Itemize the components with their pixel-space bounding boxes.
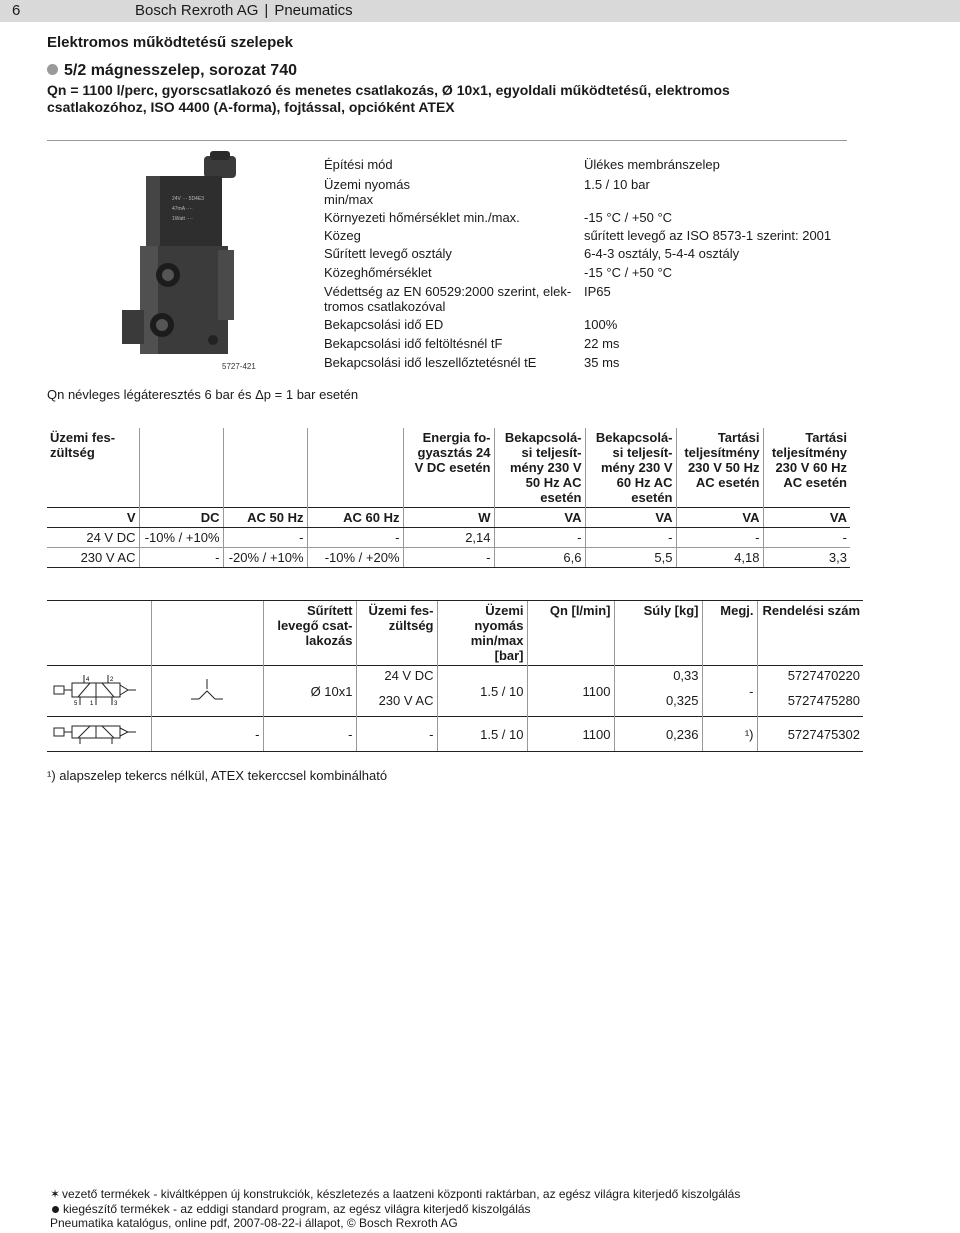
product-title: [47, 62, 297, 80]
header-cell: Tartási teljesítmény 230 V 60 Hz AC esetén: [763, 428, 850, 508]
voltage-value: 230 V AC: [378, 693, 434, 708]
header-cell: Sűrített levegő csat- lakozás: [263, 601, 356, 666]
spec-value: 35 ms: [584, 355, 620, 370]
footer-line: [50, 1202, 531, 1216]
spec-value: sűrített levegő az ISO 8573-1 szerint: 2001: [584, 228, 832, 243]
spec-label: Építési mód: [324, 157, 393, 172]
header-cell: Megj.: [702, 601, 757, 666]
qn-cell: 1100: [527, 717, 614, 752]
header-cell: Üzemi fes- zültség: [50, 430, 116, 460]
table-cell: -: [403, 548, 494, 568]
pressure-cell: 1.5 / 10: [437, 666, 527, 717]
spec-label: Bekapcsolási idő ED: [324, 317, 444, 332]
footer-line: [50, 1187, 740, 1201]
spec-label: Üzemi nyomás: [324, 177, 410, 192]
svg-text:24V ··· 5D4E3: 24V ··· 5D4E3: [172, 196, 204, 202]
spec-value: Ülékes membránszelep: [584, 157, 720, 172]
spec-value: -15 °C / +50 °C: [584, 210, 673, 225]
table-cell: -: [494, 528, 585, 548]
image-code: 5727-421: [222, 362, 256, 371]
table-cell: -: [356, 717, 437, 752]
spec-label: Közeg: [324, 228, 361, 243]
spec-value: 22 ms: [584, 336, 620, 351]
unit-cell: AC 60 Hz: [307, 508, 403, 528]
svg-text:2: 2: [110, 676, 114, 683]
unit-cell: VA: [676, 508, 763, 528]
unit-cell: VA: [494, 508, 585, 528]
table-cell: 230 V AC: [47, 548, 139, 568]
note-cell: -: [702, 666, 757, 717]
throttle-symbol-icon: [187, 675, 227, 705]
spec-label: Védettség az EN 60529:2000 szerint, elek-: [324, 284, 572, 299]
header-separator: |: [264, 2, 269, 19]
unit-cell: DC: [139, 508, 223, 528]
spec-label: Közeghőmérséklet: [324, 265, 432, 280]
table-cell: -10% / +20%: [307, 548, 403, 568]
unit-cell: VA: [763, 508, 850, 528]
valve-image: [118, 150, 248, 365]
header-cell: [47, 601, 151, 666]
section-name: Pneumatics: [274, 2, 353, 19]
footer-text: kiegészítő termékek - az eddigi standard program, az egész világra kiterjedő kiszolgálás: [63, 1202, 531, 1216]
spec-label: Bekapcsolási idő leszellőztetésnél tE: [324, 355, 537, 370]
weight-value: 0,325: [665, 693, 699, 708]
product-title-text: 5/2 mágnesszelep, sorozat 740: [64, 62, 297, 79]
table-cell: -20% / +10%: [223, 548, 307, 568]
star-icon: ✶: [50, 1187, 61, 1201]
svg-text:5: 5: [74, 700, 78, 707]
voltage-cell: -: [263, 717, 356, 752]
spec-label: Bekapcsolási idő feltöltésnél tF: [324, 336, 503, 351]
svg-text:1Watt ····: 1Watt ····: [172, 216, 193, 222]
order-number: 5727475280: [787, 693, 860, 708]
spec-value: 100%: [584, 317, 618, 332]
weight-cell: [614, 666, 702, 717]
header-cell: Bekapcsolá- si teljesít- mény 230 V 50 Hz AC esetén: [494, 428, 585, 508]
spec-value: IP65: [584, 284, 611, 299]
table-header-row: [47, 428, 850, 508]
header-cell: Rendelési szám: [757, 601, 863, 666]
svg-text:4: 4: [86, 676, 90, 683]
note-cell: ¹): [702, 717, 757, 752]
table-cell: 5,5: [585, 548, 676, 568]
table-row: [47, 548, 850, 568]
header-cell: Bekapcsolá- si teljesít- mény 230 V 60 Hz AC esetén: [585, 428, 676, 508]
valve-symbol-icon: [50, 673, 146, 707]
header-cell: [223, 428, 307, 508]
unit-cell: VA: [585, 508, 676, 528]
page-number: 6: [12, 2, 21, 19]
table-cell: -: [763, 528, 850, 548]
weight-value: 0,33: [673, 668, 699, 683]
spec-label-line2: tromos csatlakozóval: [324, 299, 446, 314]
spec-value: 1.5 / 10 bar: [584, 177, 650, 192]
svg-text:3: 3: [114, 700, 118, 707]
svg-text:1: 1: [90, 700, 94, 707]
symbol-cell: [47, 717, 151, 752]
table-row: [47, 528, 850, 548]
table-row: [47, 717, 863, 752]
spec-value: 6-4-3 osztály, 5-4-4 osztály: [584, 246, 740, 261]
valve-symbol-atex-icon: [50, 720, 146, 746]
product-bullet-icon: [47, 64, 58, 75]
table-cell: 6,6: [494, 548, 585, 568]
table-cell: -: [676, 528, 763, 548]
table-cell: 2,14: [403, 528, 494, 548]
unit-cell: V: [47, 508, 139, 528]
header-cell: Üzemi nyomás min/max [bar]: [437, 601, 527, 666]
header-cell: [139, 428, 223, 508]
header-cell: [307, 428, 403, 508]
footnote: ¹) alapszelep tekercs nélkül, ATEX tekerccsel kombinálható: [47, 768, 388, 783]
qn-cell: 1100: [527, 666, 614, 717]
spec-label: Sűrített levegő osztály: [324, 246, 452, 261]
company-name: Bosch Rexroth AG: [135, 2, 259, 19]
header-bar: [0, 0, 960, 22]
header-cell: [151, 601, 263, 666]
table-cell: 24 V DC: [47, 528, 139, 548]
unit-row: [47, 508, 850, 528]
voltage-cell: [356, 666, 437, 717]
table-header-row: [47, 601, 863, 666]
order-table: [47, 600, 863, 752]
footer-line: Pneumatika katalógus, online pdf, 2007-08-22-i állapot, © Bosch Rexroth AG: [50, 1216, 458, 1230]
section-title: Elektromos működtetésű szelepek: [47, 34, 293, 51]
table-cell: -: [585, 528, 676, 548]
divider: [47, 140, 847, 141]
order-number-cell: [757, 666, 863, 717]
table-cell: -: [223, 528, 307, 548]
pressure-cell: 1.5 / 10: [437, 717, 527, 752]
spec-value: -15 °C / +50 °C: [584, 265, 673, 280]
symbol-cell: [151, 666, 263, 717]
header-cell: Energia fo- gyasztás 24 V DC esetén: [403, 428, 494, 508]
connection-cell: -: [151, 717, 263, 752]
order-number-cell: 5727475302: [757, 717, 863, 752]
header-cell: Qn [l/min]: [527, 601, 614, 666]
table-cell: -: [307, 528, 403, 548]
unit-cell: W: [403, 508, 494, 528]
symbol-cell: [47, 666, 151, 717]
table-row: [47, 666, 863, 717]
order-number: 5727470220: [787, 668, 860, 683]
table-cell: -10% / +10%: [139, 528, 223, 548]
table-cell: -: [139, 548, 223, 568]
power-table: [47, 428, 850, 568]
weight-cell: 0,236: [614, 717, 702, 752]
image-caption: Qn névleges légáteresztés 6 bar és Δp = 1 bar esetén: [47, 387, 359, 402]
svg-text:47mA ····: 47mA ····: [172, 206, 193, 212]
spec-label: Környezeti hőmérséklet min./max.: [324, 210, 520, 225]
header-cell: Súly [kg]: [614, 601, 702, 666]
header-title: [135, 2, 353, 19]
table-cell: 3,3: [763, 548, 850, 568]
header-cell: Üzemi fes- zültség: [356, 601, 437, 666]
bullet-icon: [52, 1206, 59, 1213]
header-cell: Tartási teljesítmény 230 V 50 Hz AC esetén: [676, 428, 763, 508]
voltage-value: 24 V DC: [384, 668, 434, 683]
product-subtitle: Qn = 1100 l/perc, gyorscsatlakozó és menetes csatlakozás, Ø 10x1, egyoldali működtetésű, elektromos csatlakozóhoz, ISO 4400 (A-forma), fojtással, opcióként ATEX: [47, 82, 730, 115]
table-cell: 4,18: [676, 548, 763, 568]
connection-cell: Ø 10x1: [263, 666, 356, 717]
footer-text: vezető termékek - kiváltképpen új konstrukciók, készletezés a laatzeni központi raktárban, az egész világra kiterjedő kiszolgálás: [62, 1187, 741, 1201]
unit-cell: AC 50 Hz: [223, 508, 307, 528]
spec-label-line2: min/max: [324, 192, 374, 207]
